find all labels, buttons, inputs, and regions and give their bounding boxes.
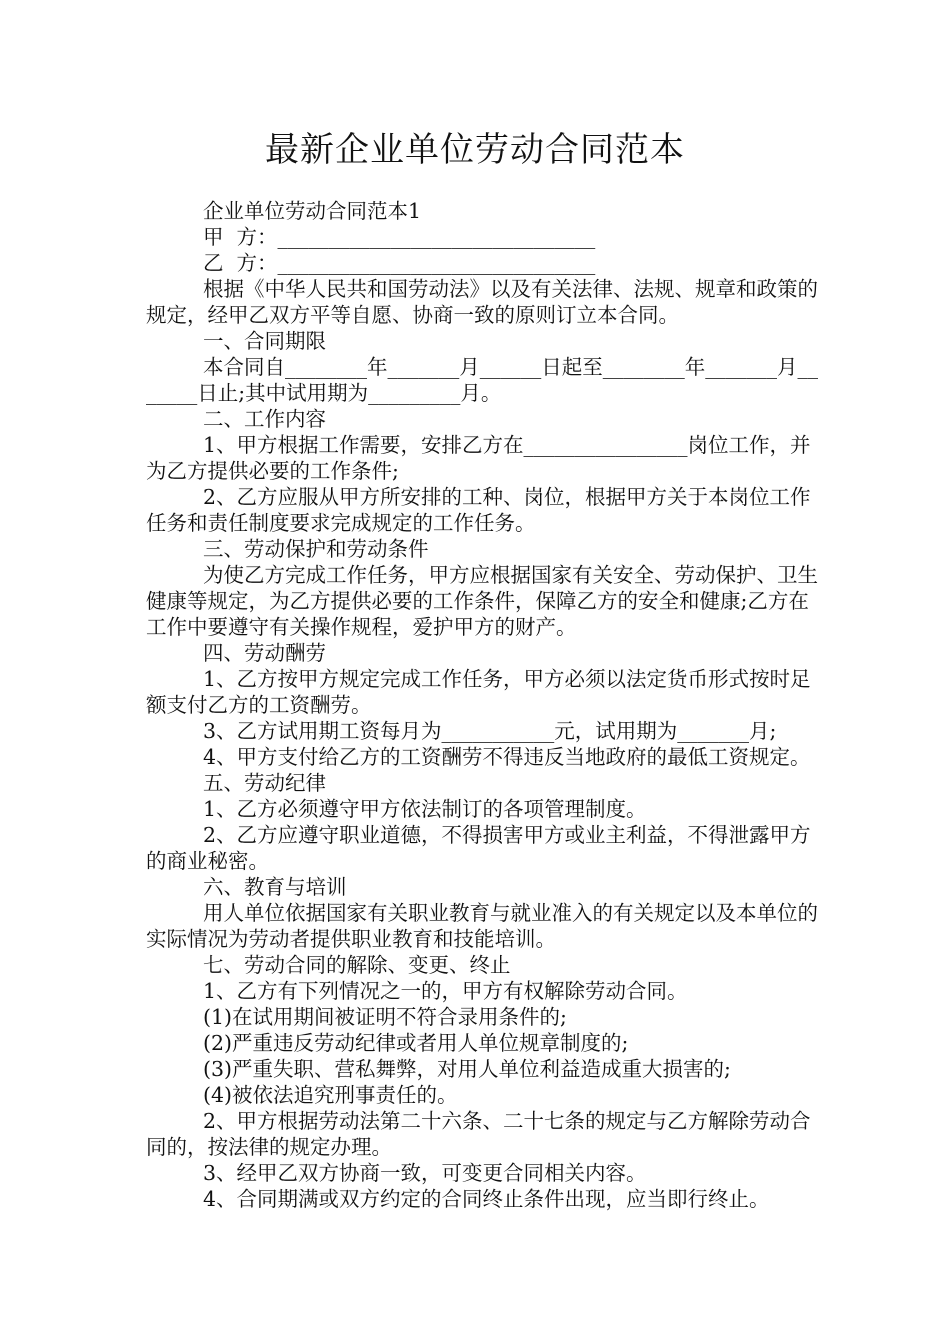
section-heading: 七、劳动合同的解除、变更、终止 (203, 953, 511, 977)
party-a-line: 甲 方：_______________________________ (203, 225, 596, 249)
paragraph: 3、乙方试用期工资每月为___________元，试用期为_______月; (203, 719, 777, 743)
paragraph: 2、乙方应遵守职业道德，不得损害甲方或业主利益，不得泄露甲方的商业秘密。 (146, 823, 811, 873)
paragraph: 4、甲方支付给乙方的工资酬劳不得违反当地政府的最低工资规定。 (203, 745, 811, 769)
paragraph: 2、甲方根据劳动法第二十六条、二十七条的规定与乙方解除劳动合同的，按法律的规定办理。 (146, 1109, 811, 1159)
list-item: (2)严重违反劳动纪律或者用人单位规章制度的; (203, 1031, 629, 1055)
paragraph: 1、甲方根据工作需要，安排乙方在________________岗位工作，并为乙方提供必要的工作条件; (146, 433, 811, 483)
paragraph: 1、乙方有下列情况之一的，甲方有权解除劳动合同。 (203, 979, 688, 1003)
section-heading: 二、工作内容 (203, 407, 326, 431)
section-heading: 五、劳动纪律 (203, 771, 326, 795)
section-heading: 三、劳动保护和劳动条件 (203, 537, 429, 561)
paragraph: 用人单位依据国家有关职业教育与就业准入的有关规定以及本单位的实际情况为劳动者提供职业教育和技能培训。 (146, 901, 818, 951)
section-heading: 一、合同期限 (203, 329, 326, 353)
paragraph: 本合同自________年_______月______日起至________年_______月_______日止;其中试用期为_________月。 (146, 355, 818, 405)
list-item: (4)被依法追究刑事责任的。 (203, 1083, 458, 1107)
list-item: (3)严重失职、营私舞弊，对用人单位利益造成重大损害的; (203, 1057, 731, 1081)
section-heading: 四、劳动酬劳 (203, 641, 326, 665)
paragraph: 4、合同期满或双方约定的合同终止条件出现，应当即行终止。 (203, 1187, 770, 1211)
document-title: 最新企业单位劳动合同范本 (265, 130, 685, 170)
document-body (146, 198, 818, 1212)
subtitle-line: 企业单位劳动合同范本1 (203, 199, 422, 223)
preamble-paragraph: 根据《中华人民共和国劳动法》以及有关法律、法规、规章和政策的规定，经甲乙双方平等自愿、协商一致的原则订立本合同。 (146, 277, 818, 327)
paragraph: 2、乙方应服从甲方所安排的工种、岗位，根据甲方关于本岗位工作任务和责任制度要求完成规定的工作任务。 (146, 485, 811, 535)
paragraph: 1、乙方必须遵守甲方依法制订的各项管理制度。 (203, 797, 647, 821)
paragraph: 1、乙方按甲方规定完成工作任务，甲方必须以法定货币形式按时足额支付乙方的工资酬劳。 (146, 667, 811, 717)
party-b-line: 乙 方：_______________________________ (203, 251, 596, 275)
paragraph: 3、经甲乙双方协商一致，可变更合同相关内容。 (203, 1161, 647, 1185)
section-heading: 六、教育与培训 (203, 875, 347, 899)
paragraph: 为使乙方完成工作任务，甲方应根据国家有关安全、劳动保护、卫生健康等规定，为乙方提供必要的工作条件，保障乙方的安全和健康;乙方在工作中要遵守有关操作规程，爱护甲方的财产。 (146, 563, 818, 639)
list-item: (1)在试用期间被证明不符合录用条件的; (203, 1005, 567, 1029)
